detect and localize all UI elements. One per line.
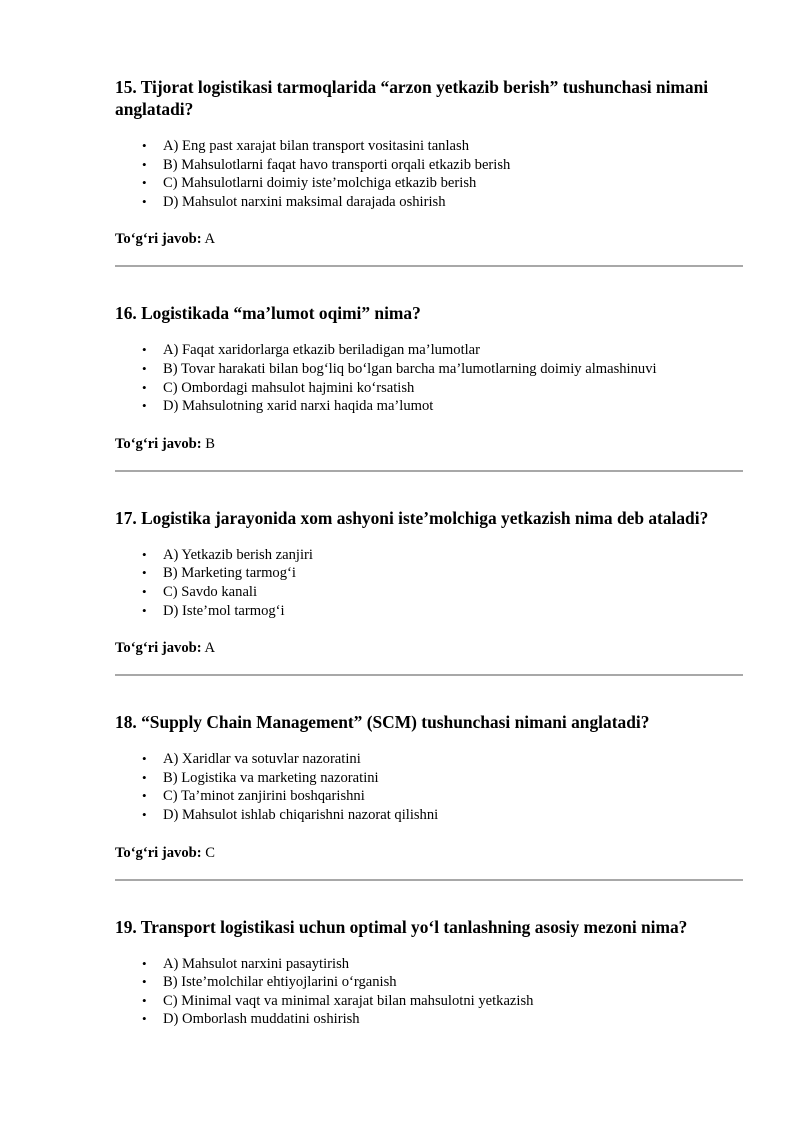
- options-list: [115, 955, 743, 1029]
- option-text: C) Ta’minot zanjirini boshqarishni: [163, 788, 365, 805]
- question-title: 16. Logistikada “ma’lumot oqimi” nima?: [115, 303, 421, 324]
- option-c: [142, 379, 743, 398]
- option-a: [142, 546, 743, 565]
- options-list: [115, 750, 743, 824]
- option-d: [142, 602, 743, 621]
- option-text: A) Mahsulot narxini pasaytirish: [163, 955, 350, 972]
- option-c: [142, 174, 743, 193]
- option-text: D) Mahsulot narxini maksimal darajada oshirish: [163, 193, 446, 210]
- option-d: [142, 397, 743, 416]
- option-text: A) Xaridlar va sotuvlar nazoratini: [163, 751, 361, 768]
- bullet-icon: •: [142, 602, 147, 618]
- option-a: [142, 341, 743, 360]
- option-d: [142, 193, 743, 212]
- answer-label: To‘g‘ri javob:: [115, 844, 202, 861]
- option-text: B) Logistika va marketing nazoratini: [163, 769, 379, 786]
- options-list: [115, 341, 743, 415]
- bullet-icon: •: [142, 138, 147, 153]
- option-text: C) Minimal vaqt va minimal xarajat bilan mahsulotni yetkazish: [163, 992, 534, 1009]
- bullet-icon: •: [142, 342, 147, 358]
- bullet-icon: •: [142, 788, 147, 804]
- question-15: [115, 76, 743, 302]
- bullet-icon: •: [142, 992, 147, 1008]
- option-text: B) Iste’molchilar ehtiyojlarini o‘rganish: [163, 974, 397, 991]
- bullet-icon: •: [142, 583, 147, 599]
- option-a: [142, 137, 743, 156]
- bullet-icon: •: [142, 1011, 147, 1027]
- correct-answer: [115, 435, 743, 453]
- bullet-icon: •: [142, 955, 147, 971]
- question-title: 15. Tijorat logistikasi tarmoqlarida “arzon yetkazib berish” tushunchasi nimani anglatadi?: [115, 77, 709, 119]
- bullet-icon: •: [142, 565, 147, 581]
- correct-answer: [115, 230, 743, 248]
- option-text: A) Faqat xaridorlarga etkazib beriladigan ma’lumotlar: [163, 342, 481, 359]
- bullet-icon: •: [142, 379, 147, 395]
- option-c: [142, 583, 743, 602]
- answer-label: To‘g‘ri javob:: [115, 435, 202, 452]
- option-c: [142, 992, 743, 1011]
- answer-value: A: [204, 231, 216, 248]
- option-b: [142, 769, 743, 788]
- correct-answer: [115, 844, 743, 862]
- option-text: C) Mahsulotlarni doimiy iste’molchiga etkazib berish: [163, 175, 477, 192]
- option-a: [142, 750, 743, 769]
- question-18: [115, 711, 743, 915]
- bullet-icon: •: [142, 806, 147, 822]
- option-c: [142, 787, 743, 806]
- options-list: [115, 546, 743, 620]
- option-text: A) Eng past xarajat bilan transport vositasini tanlash: [163, 138, 469, 154]
- option-text: B) Mahsulotlarni faqat havo transporti orqali etkazib berish: [163, 156, 511, 173]
- option-text: D) Omborlash muddatini oshirish: [163, 1011, 360, 1028]
- answer-value: B: [205, 435, 216, 452]
- option-b: [142, 973, 743, 992]
- bullet-icon: •: [142, 769, 147, 785]
- option-text: D) Iste’mol tarmog‘i: [163, 602, 285, 619]
- question-title: 18. “Supply Chain Management” (SCM) tushunchasi nimani anglatadi?: [115, 712, 650, 733]
- option-text: A) Yetkazib berish zanjiri: [163, 546, 313, 563]
- correct-answer: [115, 639, 743, 657]
- question-17: [115, 507, 743, 711]
- option-d: [142, 1010, 743, 1029]
- bullet-icon: •: [142, 175, 147, 191]
- question-title: 19. Transport logistikasi uchun optimal yo‘l tanlashning asosiy mezoni nima?: [115, 916, 688, 937]
- option-text: B) Marketing tarmog‘i: [163, 565, 296, 582]
- bullet-icon: •: [142, 156, 147, 172]
- option-text: D) Mahsulotning xarid narxi haqida ma’lumot: [163, 398, 434, 415]
- option-d: [142, 806, 743, 825]
- bullet-icon: •: [142, 751, 147, 767]
- bullet-icon: •: [142, 398, 147, 414]
- answer-label: To‘g‘ri javob:: [115, 640, 202, 657]
- option-text: C) Savdo kanali: [163, 583, 258, 600]
- option-b: [142, 156, 743, 175]
- options-list: [115, 137, 743, 211]
- question-title: 17. Logistika jarayonida xom ashyoni iste’molchiga yetkazish nima deb ataladi?: [115, 507, 709, 528]
- answer-value: A: [204, 640, 216, 657]
- bullet-icon: •: [142, 974, 147, 990]
- bullet-icon: •: [142, 360, 147, 376]
- option-text: B) Tovar harakati bilan bog‘liq bo‘lgan barcha ma’lumotlarning doimiy almashinuvi: [163, 360, 657, 377]
- question-16: [115, 302, 743, 506]
- question-19: [115, 916, 743, 1029]
- option-b: [142, 564, 743, 583]
- bullet-icon: •: [142, 546, 147, 562]
- answer-value: C: [205, 844, 216, 861]
- answer-label: To‘g‘ri javob:: [115, 231, 202, 248]
- option-a: [142, 955, 743, 974]
- document-page: [115, 76, 743, 1029]
- option-text: D) Mahsulot ishlab chiqarishni nazorat qilishni: [163, 806, 439, 823]
- option-text: C) Ombordagi mahsulot hajmini ko‘rsatish: [163, 379, 415, 396]
- bullet-icon: •: [142, 193, 147, 209]
- option-b: [142, 360, 743, 379]
